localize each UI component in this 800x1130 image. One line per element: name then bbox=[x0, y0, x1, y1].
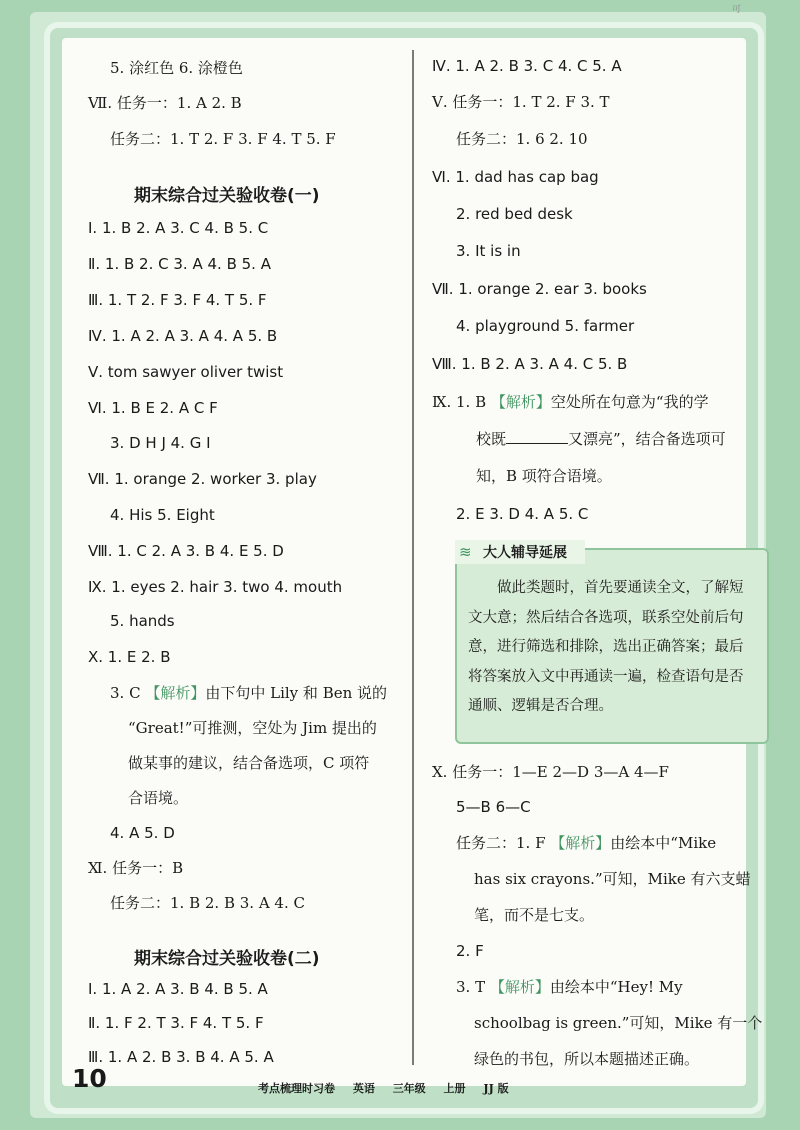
footer-grade: 三年级 bbox=[392, 1082, 426, 1095]
answer-line: Ⅲ. 1. A 2. B 3. B 4. A 5. A bbox=[88, 1048, 274, 1066]
answer-line: Ⅵ. 1. B E 2. A C F bbox=[88, 399, 218, 417]
answer-line: Ⅱ. 1. B 2. C 3. A 4. B 5. A bbox=[88, 255, 271, 273]
corner-mark: 可 bbox=[732, 5, 742, 15]
fill-blank bbox=[506, 429, 568, 444]
section-title: 期末综合过关验收卷(二) bbox=[134, 949, 320, 969]
answer-line: Ⅷ. 1. C 2. A 3. B 4. E 5. D bbox=[88, 542, 284, 560]
answer-line: has six crayons.”可知，Mike 有六支蜡 bbox=[474, 870, 751, 888]
answer-line: 笔，而不是七支。 bbox=[474, 906, 595, 924]
answer-line: Ⅺ. 任务一：B bbox=[88, 859, 184, 877]
answer-line: 任务二：1. B 2. B 3. A 4. C bbox=[110, 894, 305, 912]
answer-line: 做某事的建议，结合备选项，C 项符 bbox=[128, 754, 370, 772]
answer-line: Ⅴ. tom sawyer oliver twist bbox=[88, 363, 284, 381]
answer-line: Ⅸ. 1. eyes 2. hair 3. two 4. mouth bbox=[88, 578, 343, 596]
section-title: 期末综合过关验收卷(一) bbox=[134, 186, 320, 206]
answer-line: Ⅹ. 1. E 2. B bbox=[88, 648, 171, 666]
footer-volume: 上册 bbox=[443, 1082, 466, 1095]
answer-line: Ⅳ. 1. A 2. A 3. A 4. A 5. B bbox=[88, 327, 278, 345]
answer-line: 2. red bed desk bbox=[456, 205, 573, 223]
answer-line bbox=[110, 683, 387, 703]
answer-line: Ⅶ. 1. orange 2. worker 3. play bbox=[88, 470, 317, 488]
analysis-tag: 【解析】 bbox=[145, 684, 206, 702]
analysis-text: 由绘本中“Hey! My bbox=[549, 978, 683, 996]
answer-line: 4. playground 5. farmer bbox=[456, 317, 635, 335]
answer-line: 合语境。 bbox=[128, 789, 189, 807]
tip-text: 做此类题时，首先要通读全文，了解短文大意；然后结合各选项，联系空处前后句意，进行筛选和排除，选出正确答案；最后将答案放入文中再通读一遍，检查语句是否通顺、逻辑是否合理。 bbox=[468, 580, 744, 714]
column-divider bbox=[412, 50, 414, 1065]
footer-edition: JJ 版 bbox=[483, 1082, 509, 1095]
answer-line: Ⅳ. 1. A 2. B 3. C 4. C 5. A bbox=[432, 57, 622, 75]
answer-line: Ⅷ. 1. B 2. A 3. A 4. C 5. B bbox=[432, 355, 628, 373]
answer-line: Ⅵ. 1. dad has cap bag bbox=[432, 168, 599, 186]
answer-line: Ⅹ. 任务一：1—E 2—D 3—A 4—F bbox=[432, 763, 669, 781]
page-number: 10 bbox=[72, 1064, 107, 1093]
answer-line: schoolbag is green.”可知，Mike 有一个 bbox=[474, 1014, 763, 1032]
answer-number: 3. T bbox=[456, 978, 486, 996]
footer-series: 考点梳理时习卷 bbox=[258, 1082, 335, 1095]
answer-line: Ⅰ. 1. A 2. A 3. B 4. B 5. A bbox=[88, 980, 268, 998]
answer-line: 4. His 5. Eight bbox=[110, 506, 215, 524]
answer-line: 2. E 3. D 4. A 5. C bbox=[456, 505, 589, 523]
answer-line: Ⅶ. 任务一：1. A 2. B bbox=[88, 94, 242, 112]
analysis-text: 由绘本中“Mike bbox=[610, 834, 717, 852]
answer-line: Ⅰ. 1. B 2. A 3. C 4. B 5. C bbox=[88, 219, 269, 237]
answer-line: 5—B 6—C bbox=[456, 798, 531, 816]
answer-line: Ⅴ. 任务一：1. T 2. F 3. T bbox=[432, 93, 610, 111]
answer-line: 2. F bbox=[456, 942, 484, 960]
analysis-tag: 【解析】 bbox=[550, 834, 611, 852]
answer-line: 3. D H J 4. G I bbox=[110, 434, 211, 452]
analysis-text: 空处所在句意为“我的学 bbox=[550, 393, 709, 411]
analysis-text: 校既 bbox=[476, 430, 507, 448]
answer-number: 任务二：1. F bbox=[456, 834, 546, 852]
answer-line: “Great!”可推测，空处为 Jim 提出的 bbox=[128, 719, 377, 737]
answer-line: 3. It is in bbox=[456, 242, 521, 260]
answer-line: 4. A 5. D bbox=[110, 824, 175, 842]
answer-line bbox=[456, 833, 716, 853]
tip-title: 大人辅导延展 bbox=[483, 545, 567, 561]
analysis-text: 由下句中 Lily 和 Ben 说的 bbox=[205, 684, 388, 702]
answer-line bbox=[476, 429, 726, 449]
answer-line: Ⅲ. 1. T 2. F 3. F 4. T 5. F bbox=[88, 291, 267, 309]
answer-line bbox=[432, 392, 709, 412]
answer-line bbox=[456, 977, 683, 997]
analysis-text: 又漂亮”，结合备选项可 bbox=[568, 430, 726, 448]
footer-subject: 英语 bbox=[352, 1082, 375, 1095]
answer-number: 3. C bbox=[110, 684, 141, 702]
wave-icon: ≋ bbox=[459, 543, 472, 561]
answer-line: Ⅶ. 1. orange 2. ear 3. books bbox=[432, 280, 647, 298]
answer-line: Ⅱ. 1. F 2. T 3. F 4. T 5. F bbox=[88, 1014, 264, 1032]
footer-text bbox=[258, 1080, 523, 1096]
answer-line: 5. hands bbox=[110, 612, 175, 630]
answer-line: 绿色的书包，所以本题描述正确。 bbox=[474, 1050, 700, 1068]
answer-line: 5. 涂红色 6. 涂橙色 bbox=[110, 59, 243, 77]
analysis-tag: 【解析】 bbox=[489, 978, 550, 996]
answer-line: 任务二：1. 6 2. 10 bbox=[456, 130, 588, 148]
answer-line: 知，B 项符合语境。 bbox=[476, 467, 612, 485]
answer-number: Ⅸ. 1. B bbox=[432, 393, 487, 411]
answer-line: 任务二：1. T 2. F 3. F 4. T 5. F bbox=[110, 130, 336, 148]
analysis-tag: 【解析】 bbox=[490, 393, 551, 411]
